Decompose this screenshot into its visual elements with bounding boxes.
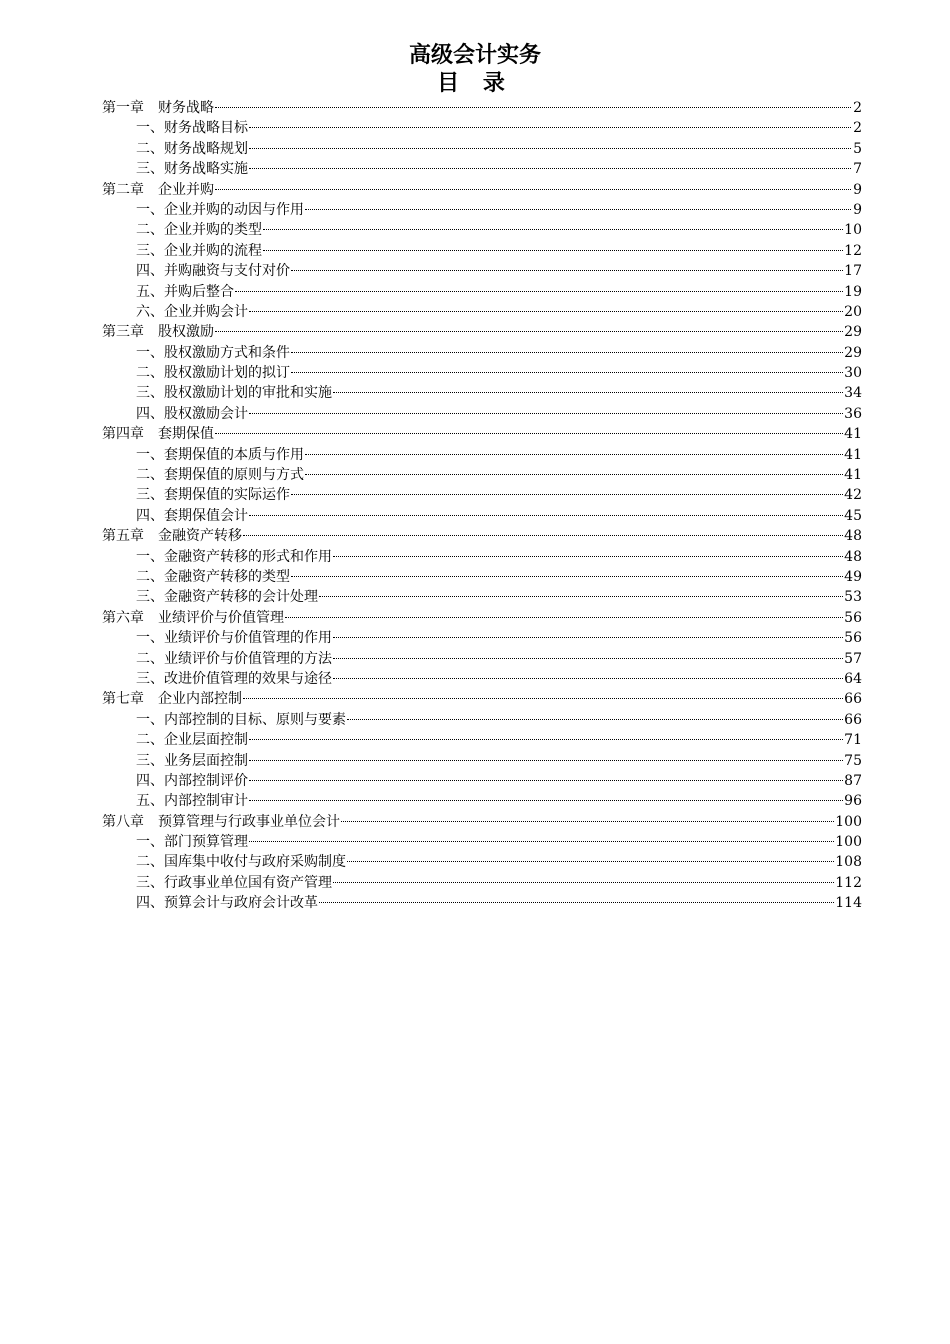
- toc-page-number: 112: [835, 874, 862, 891]
- toc-entry-label: [136, 567, 290, 587]
- toc-page-number: 56: [844, 609, 862, 626]
- toc-entry-label: [136, 771, 248, 791]
- toc-page-number: 56: [844, 630, 862, 647]
- toc-section-entry[interactable]: [102, 404, 862, 424]
- toc-entry-label: [136, 159, 248, 179]
- toc-entry-title: 国库集中收付与政府采购制度: [164, 854, 346, 871]
- toc-entry-label: [102, 322, 214, 342]
- toc-dot-leader: [249, 148, 851, 149]
- toc-entry-title: 股权激励方式和条件: [164, 344, 290, 361]
- toc-entry-title: 企业内部控制: [158, 691, 242, 708]
- toc-dot-leader: [249, 413, 843, 414]
- toc-page-number: 48: [844, 548, 862, 565]
- toc-entry-number: 第七章: [102, 691, 144, 708]
- toc-dot-leader: [291, 576, 843, 577]
- toc-page-number: 30: [844, 365, 862, 382]
- toc-entry-title: 改进价值管理的效果与途径: [164, 670, 332, 687]
- toc-entry-label: [136, 547, 332, 567]
- toc-entry-number: 一、: [136, 548, 164, 565]
- toc-entry-label: [136, 730, 248, 750]
- toc-page-number: 41: [844, 467, 862, 484]
- toc-entry-label: [102, 424, 214, 444]
- toc-dot-leader: [319, 902, 834, 903]
- toc-entry-label: [136, 445, 304, 465]
- toc-dot-leader: [249, 739, 843, 740]
- toc-page-number: 41: [844, 426, 862, 443]
- toc-entry-number: 一、: [136, 120, 164, 137]
- toc-page-number: 5: [853, 140, 862, 157]
- toc-entry-number: 一、: [136, 630, 164, 647]
- toc-section-entry[interactable]: [102, 139, 862, 159]
- toc-entry-title: 企业并购的动因与作用: [164, 201, 304, 218]
- toc-section-entry[interactable]: [102, 261, 862, 281]
- toc-dot-leader: [291, 352, 843, 353]
- toc-entry-number: 第八章: [102, 813, 144, 830]
- toc-entry-label: [136, 710, 346, 730]
- toc-dot-leader: [333, 637, 843, 638]
- toc-entry-title: 预算管理与行政事业单位会计: [158, 813, 340, 830]
- toc-section-entry[interactable]: [102, 852, 862, 872]
- toc-dot-leader: [249, 780, 843, 781]
- toc-entry-label: [136, 649, 332, 669]
- toc-entry-label: [136, 302, 248, 322]
- toc-section-entry[interactable]: [102, 771, 862, 791]
- toc-entry-title: 预算会计与政府会计改革: [164, 895, 318, 912]
- toc-entry-number: 第一章: [102, 100, 144, 116]
- toc-entry-label: [136, 485, 290, 505]
- toc-entry-label: [136, 200, 304, 220]
- toc-entry-title: 股权激励计划的审批和实施: [164, 385, 332, 402]
- toc-section-entry[interactable]: [102, 547, 862, 567]
- toc-entry-label: [136, 220, 262, 240]
- toc-section-entry[interactable]: [102, 220, 862, 240]
- toc-entry-title: 股权激励会计: [164, 405, 248, 422]
- toc-section-entry[interactable]: [102, 282, 862, 302]
- toc-dot-leader: [333, 678, 843, 679]
- toc-entry-label: [136, 404, 248, 424]
- toc-entry-title: 企业并购的类型: [164, 222, 262, 239]
- toc-page-number: 7: [853, 161, 862, 178]
- toc-entry-label: [102, 526, 242, 546]
- toc-section-entry[interactable]: [102, 669, 862, 689]
- toc-entry-title: 套期保值的本质与作用: [164, 446, 304, 463]
- toc-dot-leader: [333, 882, 834, 883]
- toc-page-number: 57: [844, 650, 862, 667]
- toc-entry-number: 第四章: [102, 426, 144, 443]
- toc-dot-leader: [249, 168, 851, 169]
- toc-page-number: 108: [835, 854, 862, 871]
- toc-page-number: 9: [853, 181, 862, 198]
- toc-entry-number: 三、: [136, 385, 164, 402]
- toc-dot-leader: [249, 800, 843, 801]
- toc-entry-label: [102, 608, 284, 628]
- toc-dot-leader: [319, 596, 843, 597]
- toc-entry-label: [136, 282, 234, 302]
- toc-entry-label: [102, 689, 242, 709]
- toc-page-number: 34: [844, 385, 862, 402]
- toc-page-number: 17: [844, 263, 862, 280]
- toc-section-entry[interactable]: [102, 159, 862, 179]
- toc-entry-title: 套期保值的实际运作: [164, 487, 290, 504]
- toc-page-number: 75: [844, 752, 862, 769]
- toc-entry-title: 企业并购的流程: [164, 242, 262, 259]
- toc-section-entry[interactable]: [102, 832, 862, 852]
- toc-page-number: 20: [844, 303, 862, 320]
- toc-dot-leader: [291, 270, 843, 271]
- toc-entry-number: 一、: [136, 711, 164, 728]
- toc-page-number: 100: [835, 834, 862, 851]
- toc-page-number: 41: [844, 446, 862, 463]
- toc-dot-leader: [333, 658, 843, 659]
- toc-entry-number: 二、: [136, 467, 164, 484]
- toc-entry-number: 二、: [136, 650, 164, 667]
- toc-entry-number: 二、: [136, 568, 164, 585]
- toc-dot-leader: [215, 107, 851, 108]
- toc-entry-label: [136, 139, 248, 159]
- toc-entry-label: [136, 893, 318, 913]
- toc-entry-label: [136, 852, 346, 872]
- toc-entry-number: 二、: [136, 222, 164, 239]
- toc-dot-leader: [235, 291, 843, 292]
- toc-chapter-entry[interactable]: [102, 689, 862, 709]
- toc-entry-title: 企业并购会计: [164, 303, 248, 320]
- toc-entry-number: 四、: [136, 263, 164, 280]
- toc-section-entry[interactable]: [102, 751, 862, 771]
- toc-page-number: 2: [853, 100, 862, 116]
- toc-entry-number: 四、: [136, 507, 164, 524]
- toc-entry-title: 内部控制审计: [164, 793, 248, 810]
- toc-page-number: 100: [835, 813, 862, 830]
- toc-dot-leader: [215, 433, 843, 434]
- toc-entry-label: [102, 812, 340, 832]
- toc-entry-title: 套期保值会计: [164, 507, 248, 524]
- toc-section-entry[interactable]: [102, 710, 862, 730]
- toc-dot-leader: [249, 760, 843, 761]
- toc-entry-number: 四、: [136, 772, 164, 789]
- toc-entry-number: 四、: [136, 895, 164, 912]
- toc-dot-leader: [215, 189, 851, 190]
- toc-entry-title: 行政事业单位国有资产管理: [164, 874, 332, 891]
- toc-entry-label: [136, 343, 290, 363]
- toc-dot-leader: [249, 515, 843, 516]
- toc-page-number: 114: [835, 895, 862, 912]
- toc-section-entry[interactable]: [102, 567, 862, 587]
- toc-section-entry[interactable]: [102, 445, 862, 465]
- toc-entry-number: 五、: [136, 793, 164, 810]
- toc-entry-number: 第三章: [102, 324, 144, 341]
- toc-page-number: 71: [844, 732, 862, 749]
- toc-entry-number: 第二章: [102, 181, 144, 198]
- toc-entry-title: 股权激励计划的拟订: [164, 365, 290, 382]
- toc-section-entry[interactable]: [102, 485, 862, 505]
- toc-dot-leader: [291, 494, 843, 495]
- document-title: 高级会计实务: [408, 42, 541, 68]
- toc-dot-leader: [249, 311, 843, 312]
- toc-section-entry[interactable]: [102, 118, 862, 138]
- toc-dot-leader: [215, 331, 843, 332]
- toc-entry-label: [136, 383, 332, 403]
- toc-entry-number: 三、: [136, 589, 164, 606]
- toc-page-number: 29: [844, 324, 862, 341]
- toc-section-entry[interactable]: [102, 302, 862, 322]
- toc-chapter-entry[interactable]: [102, 424, 862, 444]
- toc-chapter-entry[interactable]: [102, 180, 862, 200]
- toc-entry-title: 财务战略规划: [164, 140, 248, 157]
- toc-entry-title: 企业并购: [158, 181, 214, 198]
- toc-entry-title: 财务战略目标: [164, 120, 248, 137]
- toc-page-number: 49: [844, 568, 862, 585]
- toc-dot-leader: [347, 719, 843, 720]
- toc-entry-label: [136, 873, 332, 893]
- toc-entry-number: 三、: [136, 161, 164, 178]
- toc-entry-title: 并购后整合: [164, 283, 234, 300]
- toc-entry-label: [136, 241, 262, 261]
- table-of-contents: [102, 98, 862, 914]
- toc-entry-label: [136, 118, 248, 138]
- toc-entry-label: [136, 587, 318, 607]
- toc-page-number: 64: [844, 670, 862, 687]
- toc-page-number: 2: [853, 120, 862, 137]
- toc-entry-label: [136, 363, 290, 383]
- toc-entry-number: 一、: [136, 201, 164, 218]
- toc-entry-title: 内部控制评价: [164, 772, 248, 789]
- toc-chapter-entry[interactable]: [102, 526, 862, 546]
- toc-page-number: 9: [853, 201, 862, 218]
- toc-dot-leader: [305, 474, 843, 475]
- toc-page-number: 66: [844, 711, 862, 728]
- toc-entry-title: 业绩评价与价值管理的作用: [164, 630, 332, 647]
- toc-section-entry[interactable]: [102, 363, 862, 383]
- toc-entry-title: 金融资产转移: [158, 528, 242, 545]
- toc-entry-title: 金融资产转移的形式和作用: [164, 548, 332, 565]
- toc-section-entry[interactable]: [102, 343, 862, 363]
- toc-entry-number: 二、: [136, 854, 164, 871]
- toc-heading: 目 录: [437, 70, 513, 96]
- toc-section-entry[interactable]: [102, 241, 862, 261]
- toc-entry-title: 业绩评价与价值管理的方法: [164, 650, 332, 667]
- toc-entry-number: 一、: [136, 446, 164, 463]
- toc-dot-leader: [333, 392, 843, 393]
- toc-entry-label: [102, 98, 214, 118]
- toc-entry-label: [136, 751, 248, 771]
- toc-section-entry[interactable]: [102, 649, 862, 669]
- toc-section-entry[interactable]: [102, 730, 862, 750]
- toc-entry-number: 一、: [136, 344, 164, 361]
- toc-entry-number: 三、: [136, 487, 164, 504]
- toc-section-entry[interactable]: [102, 383, 862, 403]
- toc-entry-number: 三、: [136, 752, 164, 769]
- toc-dot-leader: [347, 861, 834, 862]
- toc-page-number: 96: [844, 793, 862, 810]
- toc-entry-title: 股权激励: [158, 324, 214, 341]
- toc-entry-title: 并购融资与支付对价: [164, 263, 290, 280]
- toc-chapter-entry[interactable]: [102, 812, 862, 832]
- toc-entry-title: 业务层面控制: [164, 752, 248, 769]
- toc-chapter-entry[interactable]: [102, 322, 862, 342]
- toc-entry-label: [136, 465, 304, 485]
- toc-section-entry[interactable]: [102, 506, 862, 526]
- toc-entry-title: 套期保值的原则与方式: [164, 467, 304, 484]
- toc-entry-title: 套期保值: [158, 426, 214, 443]
- toc-dot-leader: [341, 821, 834, 822]
- toc-entry-title: 财务战略实施: [164, 161, 248, 178]
- toc-entry-number: 第六章: [102, 609, 144, 626]
- toc-section-entry[interactable]: [102, 628, 862, 648]
- toc-entry-number: 一、: [136, 834, 164, 851]
- toc-dot-leader: [305, 209, 851, 210]
- toc-entry-label: [136, 628, 332, 648]
- toc-entry-number: 第五章: [102, 528, 144, 545]
- toc-entry-number: 二、: [136, 365, 164, 382]
- toc-section-entry[interactable]: [102, 587, 862, 607]
- toc-dot-leader: [285, 617, 843, 618]
- toc-chapter-entry[interactable]: [102, 608, 862, 628]
- toc-entry-label: [136, 791, 248, 811]
- toc-page-number: 42: [844, 487, 862, 504]
- toc-entry-title: 内部控制的目标、原则与要素: [164, 711, 346, 728]
- toc-entry-number: 二、: [136, 732, 164, 749]
- toc-section-entry[interactable]: [102, 200, 862, 220]
- toc-entry-number: 三、: [136, 670, 164, 687]
- toc-entry-number: 三、: [136, 874, 164, 891]
- toc-page-number: 66: [844, 691, 862, 708]
- toc-entry-label: [136, 261, 290, 281]
- toc-page-number: 29: [844, 344, 862, 361]
- toc-entry-title: 企业层面控制: [164, 732, 248, 749]
- toc-page-number: 48: [844, 528, 862, 545]
- toc-page-number: 19: [844, 283, 862, 300]
- toc-entry-label: [136, 832, 248, 852]
- toc-section-entry[interactable]: [102, 893, 862, 913]
- toc-section-entry[interactable]: [102, 873, 862, 893]
- toc-dot-leader: [243, 535, 843, 536]
- toc-section-entry[interactable]: [102, 465, 862, 485]
- toc-dot-leader: [305, 454, 843, 455]
- toc-dot-leader: [249, 127, 851, 128]
- toc-entry-label: [136, 506, 248, 526]
- toc-page-number: 10: [844, 222, 862, 239]
- toc-entry-number: 六、: [136, 303, 164, 320]
- toc-entry-title: 业绩评价与价值管理: [158, 609, 284, 626]
- toc-entry-title: 金融资产转移的类型: [164, 568, 290, 585]
- toc-dot-leader: [243, 698, 843, 699]
- toc-entry-title: 金融资产转移的会计处理: [164, 589, 318, 606]
- toc-page-number: 87: [844, 772, 862, 789]
- toc-dot-leader: [263, 250, 843, 251]
- toc-entry-number: 二、: [136, 140, 164, 157]
- toc-dot-leader: [291, 372, 843, 373]
- toc-section-entry[interactable]: [102, 791, 862, 811]
- toc-entry-title: 财务战略: [158, 100, 214, 116]
- toc-dot-leader: [249, 841, 834, 842]
- toc-entry-number: 五、: [136, 283, 164, 300]
- toc-page-number: 45: [844, 507, 862, 524]
- toc-entry-title: 部门预算管理: [164, 834, 248, 851]
- toc-entry-label: [102, 180, 214, 200]
- toc-dot-leader: [333, 556, 843, 557]
- toc-dot-leader: [263, 229, 843, 230]
- toc-page-number: 36: [844, 405, 862, 422]
- toc-page-number: 53: [844, 589, 862, 606]
- toc-chapter-entry[interactable]: [102, 98, 862, 118]
- toc-entry-number: 三、: [136, 242, 164, 259]
- toc-entry-number: 四、: [136, 405, 164, 422]
- toc-page-number: 12: [844, 242, 862, 259]
- toc-entry-label: [136, 669, 332, 689]
